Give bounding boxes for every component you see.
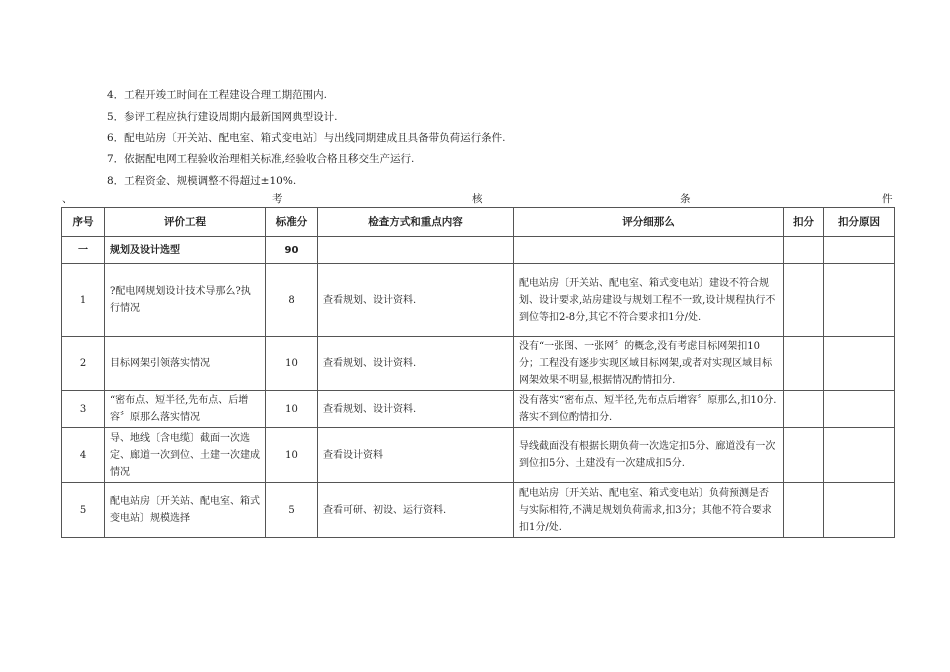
row-deduction[interactable] [784, 391, 824, 428]
table-row [62, 391, 895, 428]
paragraph-item-5: 5．参评工程应执行建设周期内最新国网典型设计. [107, 111, 338, 123]
row-method: 查看规划、设计资料. [318, 391, 514, 428]
row-no: 3 [62, 391, 105, 428]
row-deduction[interactable] [784, 428, 824, 483]
row-score: 10 [266, 337, 318, 391]
paragraph-item-6: 6．配电站房〔开关站、配电室、箱式变电站〕与出线同期建成且具备带负荷运行条件. [107, 132, 506, 144]
table-row [62, 483, 895, 538]
section-heading-prefix: 、 [62, 193, 73, 205]
section-heading-char: 条 [680, 193, 691, 205]
section-score: 90 [266, 237, 318, 264]
row-no: 4 [62, 428, 105, 483]
header-deduction: 扣分 [784, 208, 824, 237]
header-score: 标准分 [266, 208, 318, 237]
section-heading-char: 核 [472, 193, 483, 205]
section-row [62, 237, 895, 264]
row-reason[interactable] [824, 428, 895, 483]
row-score: 8 [266, 264, 318, 337]
row-method: 查看设计资料 [318, 428, 514, 483]
section-heading [62, 191, 894, 205]
section-no: 一 [62, 237, 105, 264]
row-item: 目标网架引领落实情况 [105, 337, 266, 391]
row-item: 配电站房〔开关站、配电室、箱式变电站〕规模选择 [105, 483, 266, 538]
header-reason: 扣分原因 [824, 208, 895, 237]
row-reason[interactable] [824, 483, 895, 538]
row-deduction[interactable] [784, 264, 824, 337]
row-method: 查看可研、初设、运行资料. [318, 483, 514, 538]
row-score: 5 [266, 483, 318, 538]
row-rule: 配电站房〔开关站、配电室、箱式变电站〕建设不符合规划、设计要求,站房建设与规划工程不一致,设计规程执行不到位等扣2-8分,其它不符合要求扣1分/处. [514, 264, 784, 337]
row-item: 导、地线〔含电缆〕截面一次选定、廊道一次到位、土建一次建成情况 [105, 428, 266, 483]
row-rule: 没有落实“密布点、短半径,先布点后增容〞原那么,扣10分.落实不到位酌情扣分. [514, 391, 784, 428]
row-reason[interactable] [824, 391, 895, 428]
assessment-table [61, 207, 895, 538]
header-no: 序号 [62, 208, 105, 237]
section-heading-char: 考 [272, 193, 283, 205]
row-reason[interactable] [824, 264, 895, 337]
section-item: 规划及设计选型 [105, 237, 266, 264]
header-rule: 评分细那么 [514, 208, 784, 237]
row-deduction[interactable] [784, 337, 824, 391]
section-reason-cell [824, 237, 895, 264]
section-deduction-cell [784, 237, 824, 264]
row-score: 10 [266, 428, 318, 483]
section-method-cell [318, 237, 514, 264]
row-score: 10 [266, 391, 318, 428]
row-no: 5 [62, 483, 105, 538]
table-row [62, 428, 895, 483]
section-rule-cell [514, 237, 784, 264]
row-item: “密布点、短半径,先布点、后增容〞原那么落实情况 [105, 391, 266, 428]
row-method: 查看规划、设计资料. [318, 337, 514, 391]
paragraph-item-8: 8．工程资金、规模调整不得超过±10%. [107, 175, 297, 187]
row-reason[interactable] [824, 337, 895, 391]
table-row [62, 264, 895, 337]
section-heading-char: 件 [882, 193, 893, 205]
header-item: 评价工程 [105, 208, 266, 237]
table-row [62, 337, 895, 391]
row-rule: 没有“一张图、一张网〞的概念,没有考虑目标网架扣10分；工程没有逐步实现区域目标网架,或者对实现区域目标网架效果不明显,根据情况酌情扣分. [514, 337, 784, 391]
row-deduction[interactable] [784, 483, 824, 538]
row-item: ?配电网规划设计技术导那么?执行情况 [105, 264, 266, 337]
row-no: 1 [62, 264, 105, 337]
row-rule: 导线截面没有根据长期负荷一次选定扣5分、廊道没有一次到位扣5分、土建没有一次建成扣5分. [514, 428, 784, 483]
row-rule: 配电站房〔开关站、配电室、箱式变电站〕负荷预测是否与实际相符,不满足规划负荷需求,扣3分；其他不符合要求扣1分/处. [514, 483, 784, 538]
paragraph-item-7: 7．依据配电网工程验收治理相关标准,经验收合格且移交生产运行. [107, 153, 415, 165]
paragraph-item-4: 4．工程开竣工时间在工程建设合理工期范围内. [107, 89, 328, 101]
row-no: 2 [62, 337, 105, 391]
header-method: 检查方式和重点内容 [318, 208, 514, 237]
row-method: 查看规划、设计资料. [318, 264, 514, 337]
table-header-row [62, 208, 895, 237]
